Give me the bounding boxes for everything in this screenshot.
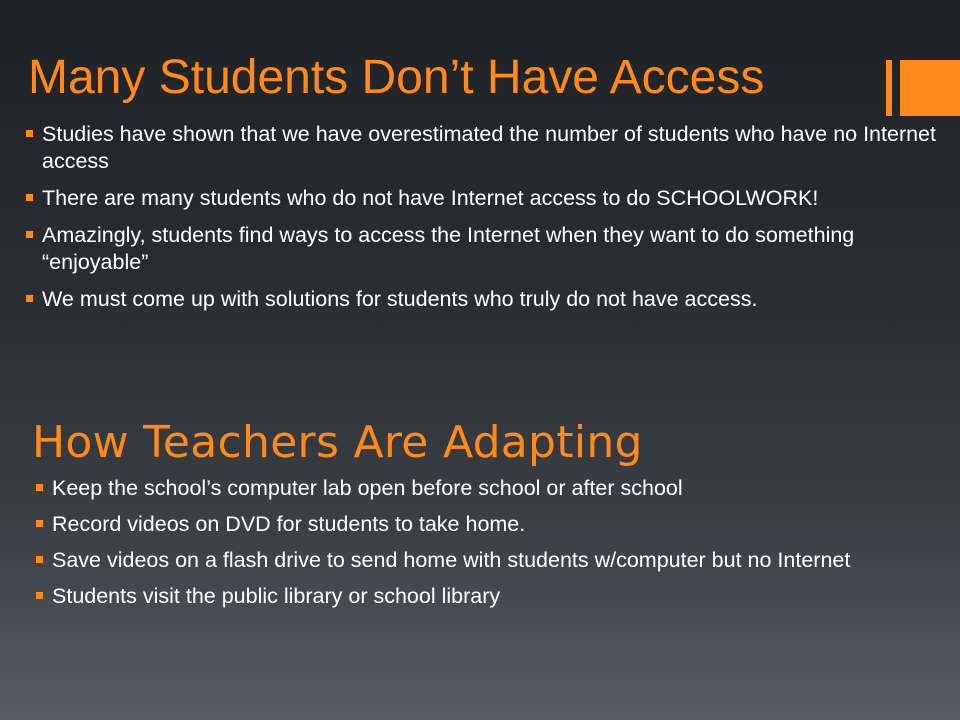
section-subtitle: How Teachers Are Adapting <box>32 417 643 468</box>
bullet-list-adapting <box>36 475 936 619</box>
bullet-item <box>26 222 936 276</box>
bullet-item <box>26 185 936 212</box>
slide-title: Many Students Don’t Have Access <box>28 51 765 104</box>
bullet-item <box>36 511 936 538</box>
square-bullet-icon <box>26 194 33 201</box>
accent-bar <box>886 60 892 116</box>
bullet-item <box>26 286 936 313</box>
bullet-item <box>36 547 936 574</box>
bullet-text: Students visit the public library or school library <box>52 584 501 608</box>
bullet-text: We must come up with solutions for students who truly do not have access. <box>42 287 758 311</box>
bullet-list-access <box>26 121 936 323</box>
square-bullet-icon <box>36 556 43 563</box>
bullet-text: Record videos on DVD for students to take home. <box>52 512 526 536</box>
square-bullet-icon <box>36 520 43 527</box>
bullet-text: Keep the school’s computer lab open before school or after school <box>52 476 683 500</box>
bullet-item <box>36 583 936 610</box>
bullet-text: Save videos on a flash drive to send home with students w/computer but no Internet <box>52 548 851 572</box>
accent-box <box>900 60 960 116</box>
square-bullet-icon <box>36 484 43 491</box>
bullet-text: There are many students who do not have Internet access to do SCHOOLWORK! <box>42 186 819 210</box>
square-bullet-icon <box>36 592 43 599</box>
square-bullet-icon <box>26 295 33 302</box>
bullet-text: Amazingly, students find ways to access the Internet when they want to do something “enjoyable” <box>42 223 855 274</box>
square-bullet-icon <box>26 231 33 238</box>
square-bullet-icon <box>26 130 33 137</box>
bullet-text: Studies have shown that we have overestimated the number of students who have no Internet access <box>42 122 936 173</box>
bullet-item <box>26 121 936 175</box>
bullet-item <box>36 475 936 502</box>
